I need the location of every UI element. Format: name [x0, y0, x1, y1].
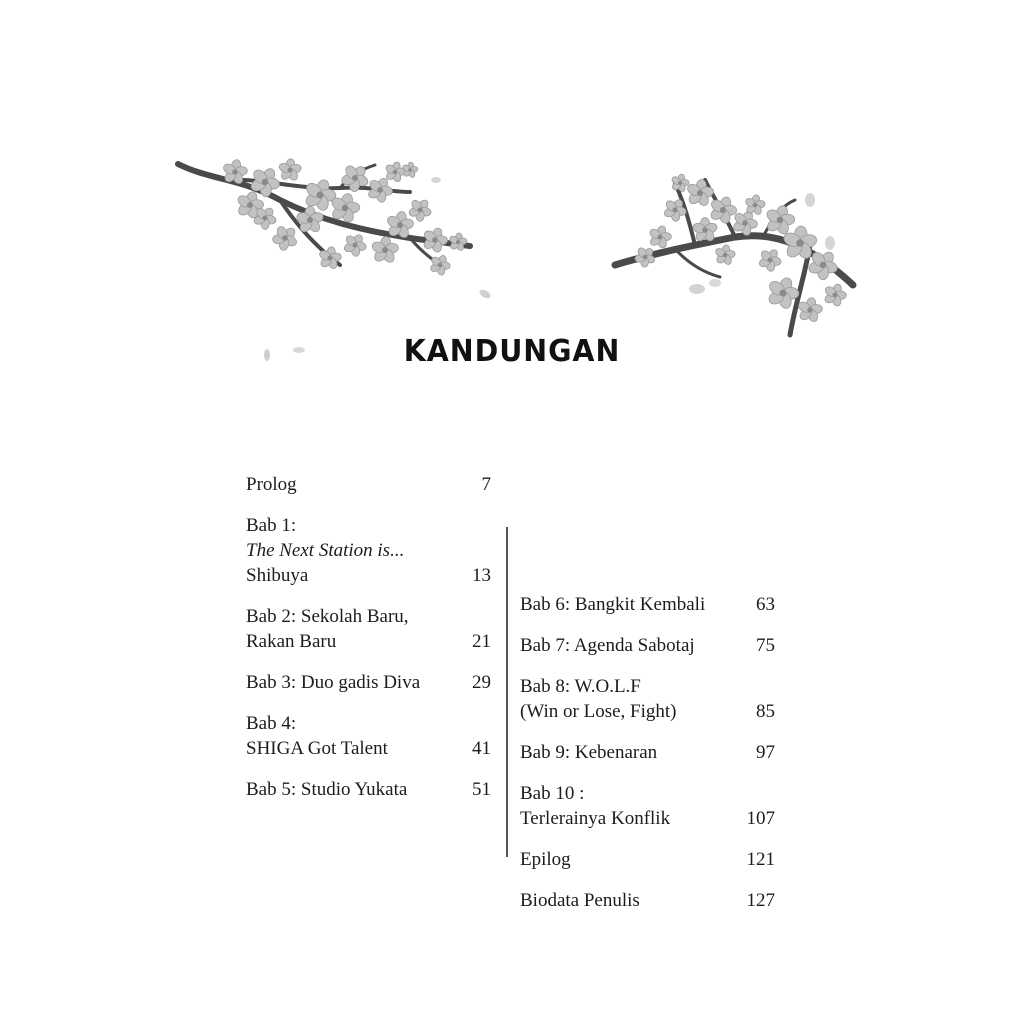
toc-entry-title: The Next Station is... — [246, 540, 405, 561]
toc-entry — [520, 888, 775, 913]
toc-entry — [520, 740, 775, 765]
toc-entry — [520, 781, 775, 831]
toc-entry-title: Bab 9: Kebenaran — [520, 742, 658, 763]
toc-entry — [246, 670, 491, 695]
cherry-blossom-branch-icon — [605, 165, 860, 345]
toc-entry-title: Bab 2: Sekolah Baru, — [246, 606, 409, 627]
toc-entry-title: Bab 1: — [246, 515, 297, 536]
toc-entry-page-number: 127 — [746, 890, 775, 911]
toc-entry-title: Rakan Baru — [246, 631, 337, 652]
toc-entry-title: Epilog — [520, 849, 571, 870]
toc-entry-page-number: 41 — [472, 738, 491, 759]
toc-entry-title: SHIGA Got Talent — [246, 738, 388, 759]
toc-entry-page-number: 29 — [472, 672, 491, 693]
toc-entry — [246, 711, 491, 761]
toc-entry — [246, 513, 491, 588]
toc-right-column — [520, 592, 775, 929]
toc-entry — [246, 777, 491, 802]
toc-entry-title: Biodata Penulis — [520, 890, 640, 911]
toc-entry-title: Terlerainya Konflik — [520, 808, 671, 829]
toc-entry-page-number: 107 — [746, 808, 775, 829]
toc-entry-page-number: 21 — [472, 631, 491, 652]
toc-entry-title: (Win or Lose, Fight) — [520, 701, 677, 722]
toc-entry-title: Prolog — [246, 474, 297, 495]
toc-entry-page-number: 51 — [472, 779, 491, 800]
toc-entry-title: Bab 5: Studio Yukata — [246, 779, 408, 800]
toc-entry-title: Shibuya — [246, 565, 309, 586]
toc-entry-page-number: 63 — [756, 594, 775, 615]
toc-entry-page-number: 97 — [756, 742, 775, 763]
toc-left-column — [246, 472, 491, 818]
toc-entry-title: Bab 6: Bangkit Kembali — [520, 594, 706, 615]
toc-entry-page-number: 85 — [756, 701, 775, 722]
toc-entry-page-number: 7 — [481, 474, 491, 495]
toc-entry — [520, 847, 775, 872]
toc-entry — [520, 674, 775, 724]
toc-entry-title: Bab 10 : — [520, 783, 585, 804]
toc-entry — [520, 633, 775, 658]
toc-entry — [520, 592, 775, 617]
toc-entry-title: Bab 3: Duo gadis Diva — [246, 672, 421, 693]
column-divider — [506, 527, 508, 857]
page-title: KANDUNGAN — [403, 334, 621, 369]
toc-entry-page-number: 13 — [472, 565, 491, 586]
toc-entry-title: Bab 7: Agenda Sabotaj — [520, 635, 695, 656]
toc-entry-page-number: 121 — [746, 849, 775, 870]
toc-entry-title: Bab 4: — [246, 713, 297, 734]
toc-entry — [246, 604, 491, 654]
toc-entry — [246, 472, 491, 497]
falling-petal-icon — [425, 172, 500, 302]
toc-entry-title: Bab 8: W.O.L.F — [520, 676, 641, 697]
toc-entry-page-number: 75 — [756, 635, 775, 656]
